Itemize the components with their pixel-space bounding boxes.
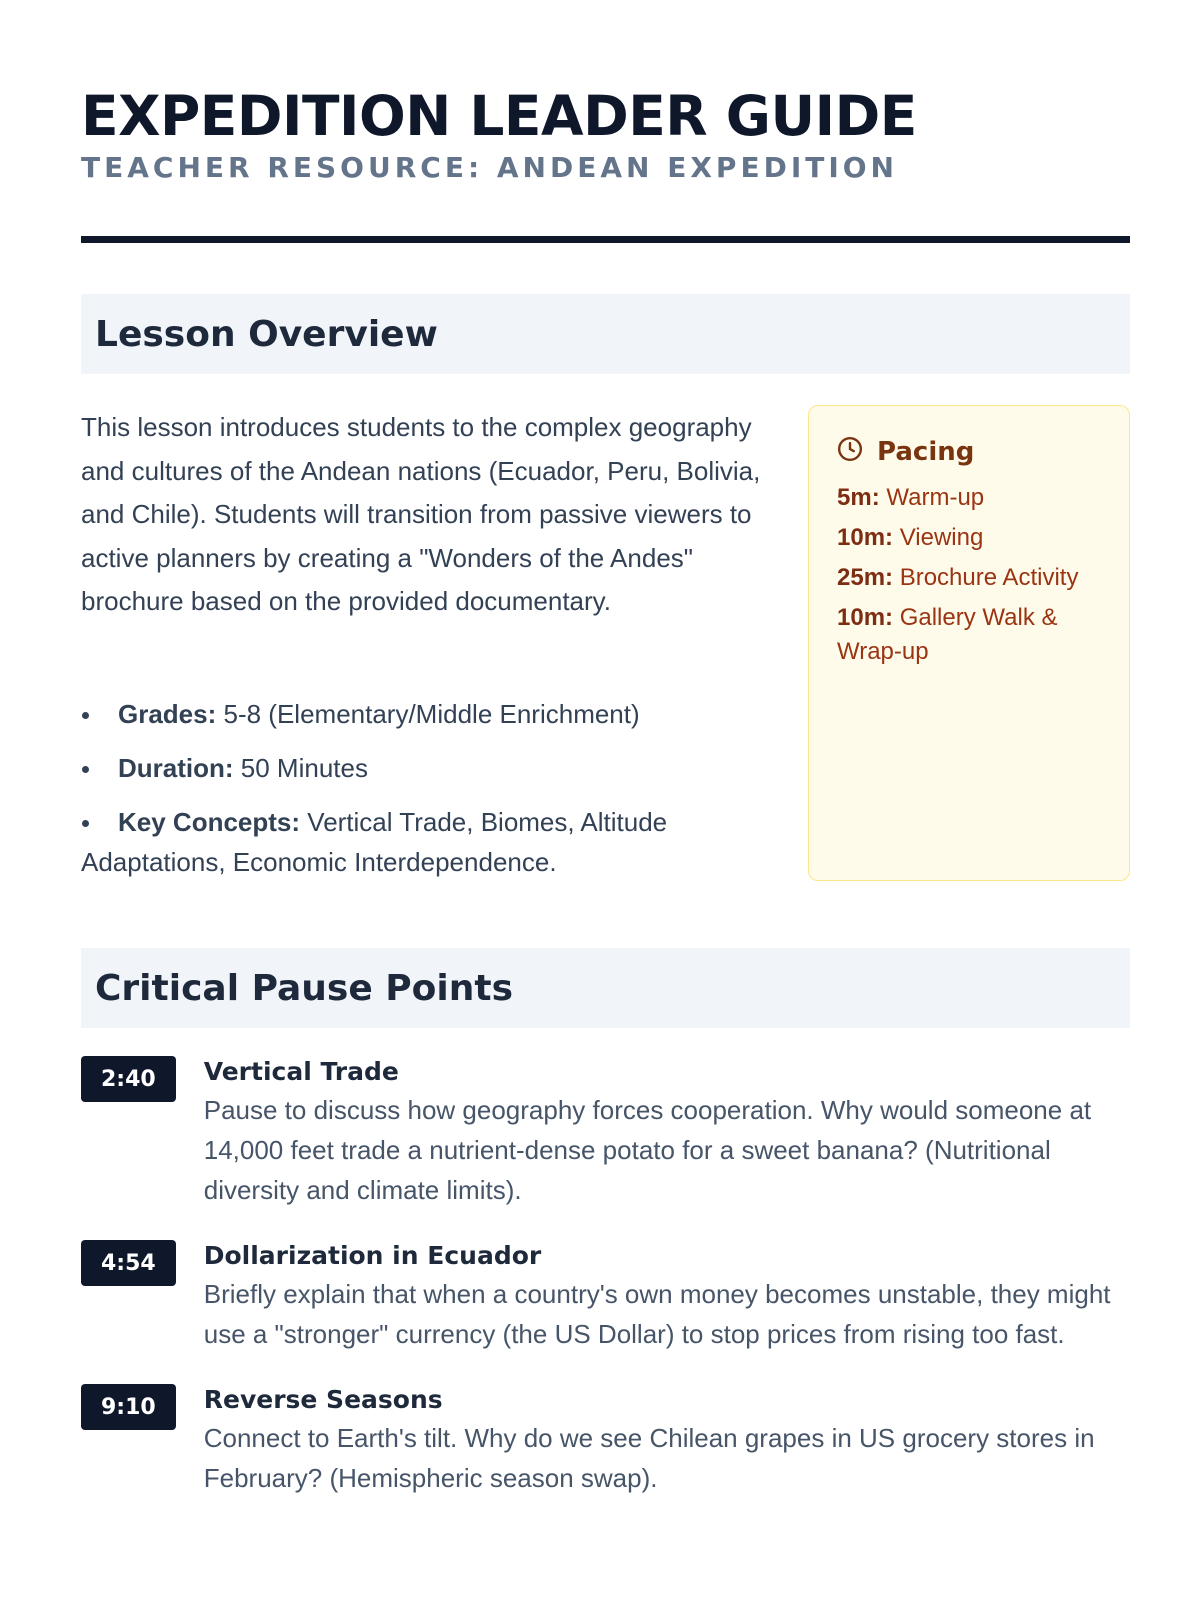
document-header xyxy=(81,0,1119,186)
pause-point xyxy=(81,1054,1130,1210)
detail-duration xyxy=(81,748,771,788)
document-title: EXPEDITION LEADER GUIDE xyxy=(81,84,917,148)
pause-point-title: Reverse Seasons xyxy=(203,1385,443,1414)
pause-point-title: Vertical Trade xyxy=(203,1057,399,1086)
lesson-overview-heading-bar xyxy=(81,294,1130,374)
pause-point xyxy=(81,1382,1130,1498)
detail-value: 5-8 (Elementary/Middle Enrichment) xyxy=(223,699,640,729)
pacing-item xyxy=(837,561,1101,595)
detail-grades xyxy=(81,694,771,734)
timestamp-badge: 4:54 xyxy=(81,1240,176,1286)
pause-point-title: Dollarization in Ecuador xyxy=(203,1241,542,1270)
detail-value: Vertical Trade, Biomes, Altitude Adaptations, Economic Interdependence. xyxy=(81,807,668,877)
pacing-activity: Warm-up xyxy=(886,484,985,511)
pacing-header xyxy=(837,436,1101,467)
detail-label: Grades: xyxy=(118,699,217,729)
header-divider xyxy=(81,236,1130,243)
pacing-time: 5m: xyxy=(837,484,880,511)
pacing-item xyxy=(837,601,1101,669)
overview-paragraph: This lesson introduces students to the complex geography and cultures of the Andean nations (Ecuador, Peru, Bolivia, and Chile). Students will transition from passive viewers to active planners by creating a "Wonders of the Andes" brochure based on the provided documentary. xyxy=(81,412,761,616)
document-subtitle: TEACHER RESOURCE: ANDEAN EXPEDITION xyxy=(81,151,898,184)
pacing-time: 10m: xyxy=(837,524,894,551)
pacing-item xyxy=(837,481,1101,515)
pacing-item xyxy=(837,521,1101,555)
detail-value: 50 Minutes xyxy=(240,753,368,783)
pause-point-body xyxy=(176,1382,1130,1498)
pacing-activity: Viewing xyxy=(899,524,984,551)
lesson-details-list xyxy=(81,694,771,896)
pause-points-list xyxy=(81,1054,1130,1526)
clock-icon xyxy=(837,436,863,467)
detail-key-concepts xyxy=(81,802,771,882)
pause-points-heading: Critical Pause Points xyxy=(95,967,514,1009)
pause-point-body xyxy=(176,1054,1130,1210)
pause-point xyxy=(81,1238,1130,1354)
lesson-overview-heading: Lesson Overview xyxy=(95,313,438,355)
pause-point-description: Briefly explain that when a country's own money becomes unstable, they might use a "stronger" currency (the US Dollar) to stop prices from rising too fast. xyxy=(203,1279,1111,1349)
timestamp-badge: 2:40 xyxy=(81,1056,176,1102)
pacing-activity: Brochure Activity xyxy=(899,564,1079,591)
pause-point-description: Connect to Earth's tilt. Why do we see Chilean grapes in US grocery stores in February? (Hemispheric season swap). xyxy=(203,1423,1095,1493)
detail-label: Duration: xyxy=(118,753,234,783)
timestamp-badge: 9:10 xyxy=(81,1384,176,1430)
pause-point-description: Pause to discuss how geography forces cooperation. Why would someone at 14,000 feet trade a nutrient-dense potato for a sweet banana? (Nutritional diversity and climate limits). xyxy=(203,1095,1092,1205)
pacing-time: 10m: xyxy=(837,604,894,631)
pacing-card xyxy=(808,405,1130,881)
pacing-title: Pacing xyxy=(877,436,975,467)
pacing-time: 25m: xyxy=(837,564,894,591)
pacing-activity: Gallery Walk & Wrap-up xyxy=(837,604,1058,665)
detail-label: Key Concepts: xyxy=(118,807,301,837)
pause-points-heading-bar xyxy=(81,948,1130,1028)
pause-point-body xyxy=(176,1238,1130,1354)
